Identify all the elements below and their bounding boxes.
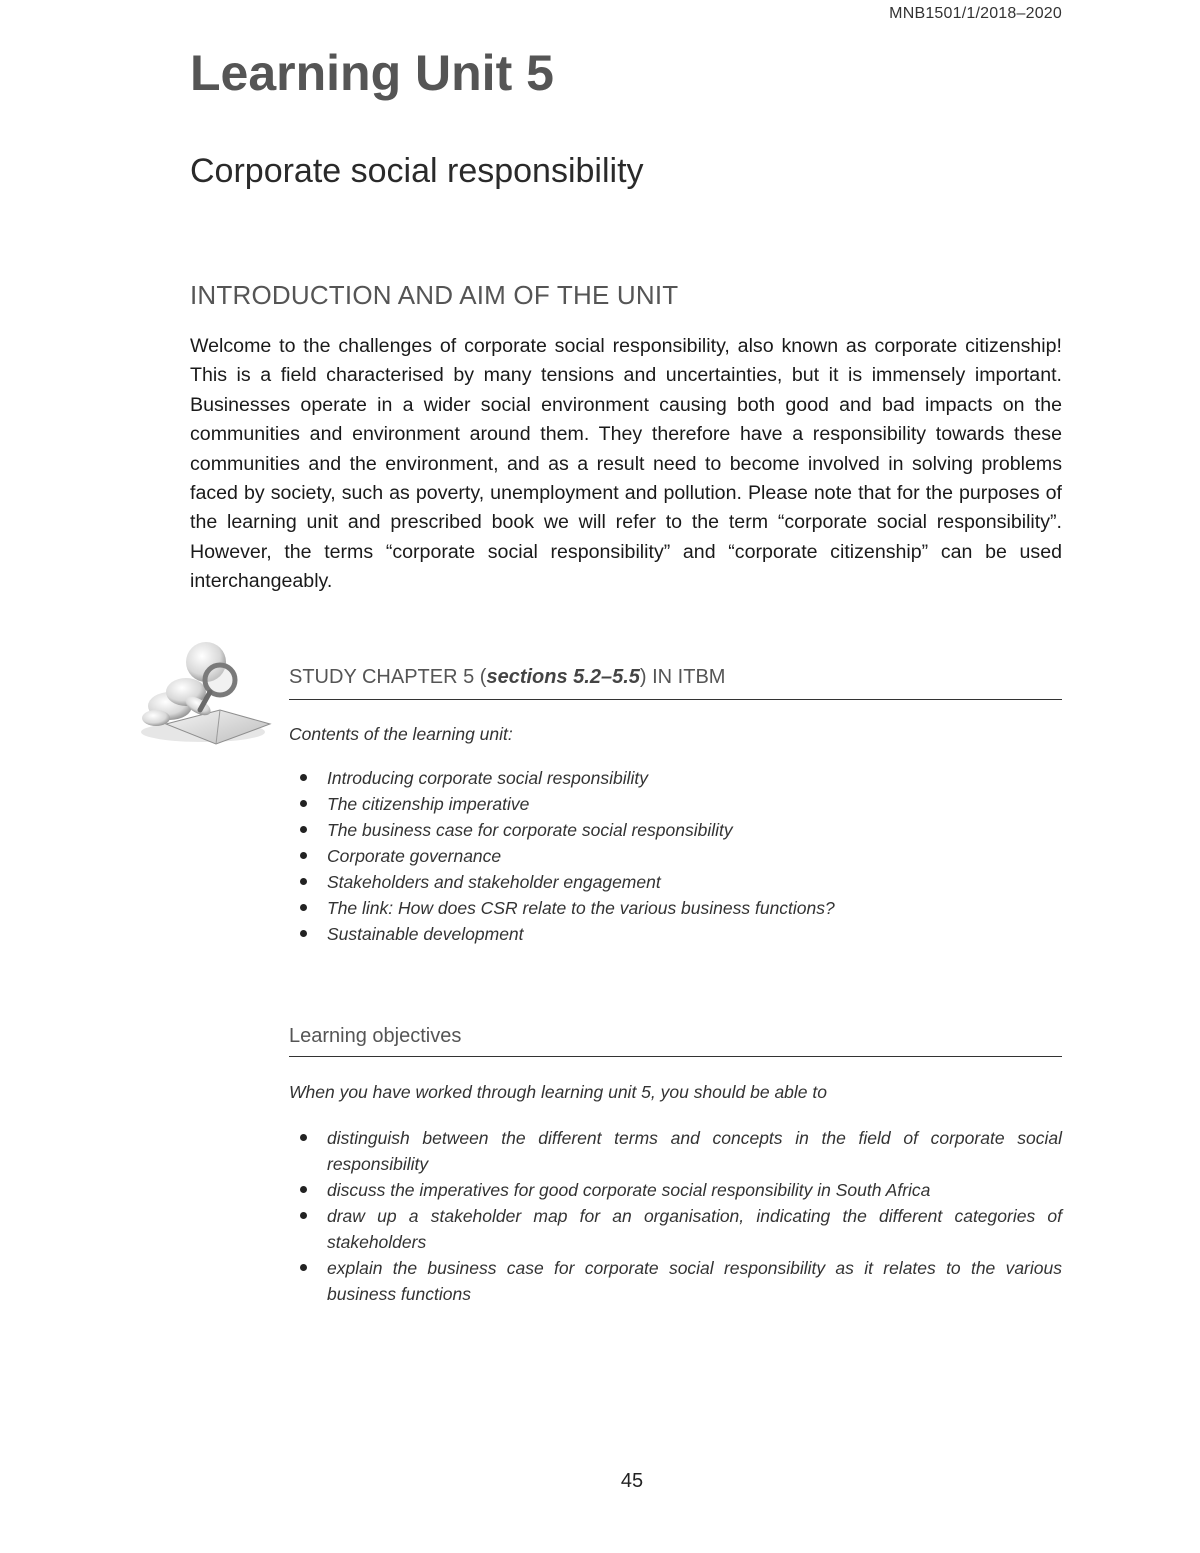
list-item: explain the business case for corporate social responsibility as it relates to the various business functions [289,1255,1062,1307]
contents-list [289,765,1062,947]
study-chapter-heading: STUDY CHAPTER 5 (sections 5.2–5.5) IN ITBM [289,666,726,688]
list-item: Sustainable development [289,921,1062,947]
study-heading-rule [289,699,1062,700]
introduction-body: Welcome to the challenges of corporate social responsibility, also known as corporate citizenship! This is a field characterised by many tensions and uncertainties, but it is immensely important. Businesses operate in a wider social environment causing both good and bad impacts on the communities and environment around them. They therefore have a responsibility towards these communities and the environment, and as a result need to become involved in solving problems faced by society, such as poverty, unemployment and pollution. Please note that for the purposes of the learning unit and prescribed book we will refer to the term “corporate social responsibility”. However, the terms “corporate social responsibility” and “corporate citizenship” can be used interchangeably. [190,335,1062,593]
list-item: Corporate governance [289,843,1062,869]
module-code: MNB1501/1/2018–2020 [889,5,1062,22]
objectives-list [289,1125,1062,1307]
study-sections: sections 5.2–5.5 [486,666,640,688]
reader-figure-illustration [128,632,273,752]
page-number: 45 [620,1470,644,1492]
list-item: distinguish between the different terms and concepts in the field of corporate social responsibility [289,1125,1062,1177]
objectives-heading-rule [289,1056,1062,1057]
list-item: The citizenship imperative [289,791,1062,817]
magnifying-glass-reader-icon [128,632,273,752]
learning-objectives-heading: Learning objectives [289,1025,462,1047]
unit-title: Learning Unit 5 [190,45,554,101]
contents-label: Contents of the learning unit: [289,724,513,744]
list-item: draw up a stakeholder map for an organisation, indicating the different categories of stakeholders [289,1203,1062,1255]
list-item: discuss the imperatives for good corporate social responsibility in South Africa [289,1177,1062,1203]
unit-subtitle: Corporate social responsibility [190,152,644,190]
list-item: Stakeholders and stakeholder engagement [289,869,1062,895]
list-item: The link: How does CSR relate to the various business functions? [289,895,1062,921]
introduction-heading: INTRODUCTION AND AIM OF THE UNIT [190,280,679,310]
list-item: The business case for corporate social responsibility [289,817,1062,843]
list-item: Introducing corporate social responsibility [289,765,1062,791]
objectives-intro: When you have worked through learning unit 5, you should be able to [289,1082,827,1102]
